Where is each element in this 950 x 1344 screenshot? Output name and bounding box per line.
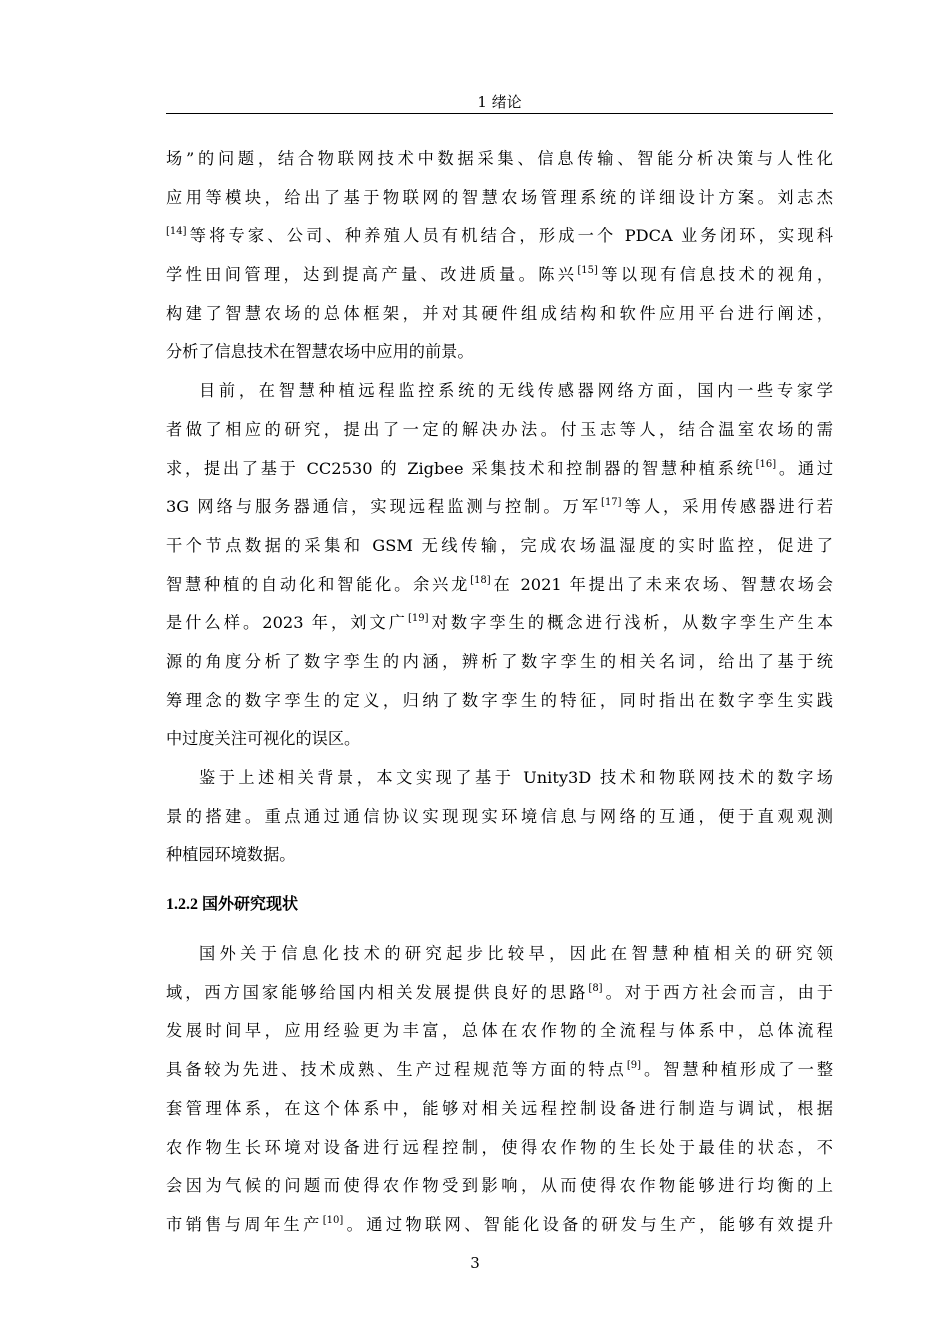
text-segment: 具备较为先进、技术成熟、生产过程规范等方面的特点 <box>166 1060 627 1080</box>
citation-ref: [14] <box>166 226 187 238</box>
text-segment: 。通过 <box>776 458 833 478</box>
citation-ref: [18] <box>470 574 491 586</box>
text-segment: 智慧种植的自动化和智能化。余兴龙 <box>166 574 471 594</box>
body-text <box>166 140 833 1245</box>
text-segment: 市销售与周年生产 <box>166 1214 323 1234</box>
text-line <box>166 720 833 759</box>
text-line <box>166 411 833 450</box>
text-line <box>166 140 833 179</box>
text-segment: 等人，采用传感器进行若 <box>621 497 833 517</box>
text-segment: 景的搭建。重点通过通信协议实现现实环境信息与网络的互通，便于直观观测 <box>166 806 833 826</box>
text-line <box>166 333 833 372</box>
citation-ref: [9] <box>626 1060 641 1072</box>
text-line <box>166 488 833 527</box>
header-rule <box>166 113 833 114</box>
text-line <box>166 604 833 643</box>
text-segment: 应用等模块，给出了基于物联网的智慧农场管理系统的详细设计方案。刘志杰 <box>166 187 833 207</box>
text-segment: 场”的问题，结合物联网技术中数据采集、信息传输、智能分析决策与人性化 <box>166 149 833 168</box>
text-segment: 发展时间早，应用经验更为丰富，总体在农作物的全流程与体系中，总体流程 <box>166 1021 833 1041</box>
text-line <box>166 450 833 489</box>
text-segment: 者做了相应的研究，提出了一定的解决办法。付玉志等人，结合温室农场的需 <box>166 419 833 439</box>
text-line <box>166 1129 833 1168</box>
text-line <box>166 295 833 334</box>
text-segment: 。智慧种植形成了一整 <box>641 1060 833 1080</box>
text-line <box>166 217 833 256</box>
text-segment: 筹理念的数字孪生的定义，归纳了数字孪生的特征，同时指出在数字孪生实践 <box>166 690 833 710</box>
text-line <box>166 372 833 411</box>
text-segment: 种植园环境数据。 <box>166 845 296 865</box>
text-segment: 对数字孪生的概念进行浅析，从数字孪生产生本 <box>428 613 833 633</box>
citation-ref: [10] <box>322 1214 344 1226</box>
text-line <box>166 1090 833 1129</box>
text-line <box>166 1012 833 1051</box>
running-header: 1 绪论 <box>477 93 522 111</box>
text-line <box>166 836 833 875</box>
text-segment: 中过度关注可视化的误区。 <box>166 729 361 749</box>
text-segment: 域，西方国家能够给国内相关发展提供良好的思路 <box>166 982 589 1002</box>
text-segment: 分析了信息技术在智慧农场中应用的前景。 <box>166 342 474 362</box>
text-line <box>166 1051 833 1090</box>
text-line <box>166 682 833 721</box>
text-line <box>166 256 833 295</box>
text-segment: 是什么样。2023 年，刘文广 <box>166 613 409 633</box>
text-line <box>166 566 833 605</box>
text-segment: 。对于西方社会而言，由于 <box>602 982 833 1002</box>
text-segment: 国外关于信息化技术的研究起步比较早，因此在智慧种植相关的研究领 <box>199 944 833 964</box>
text-segment: 套管理体系，在这个体系中，能够对相关远程控制设备进行制造与调试，根据 <box>166 1098 833 1118</box>
citation-ref: [16] <box>755 458 777 470</box>
text-segment: 会因为气候的问题而使得农作物受到影响，从而使得农作物能够进行均衡的上 <box>166 1176 833 1196</box>
text-segment: 构建了智慧农场的总体框架，并对其硬件组成结构和软件应用平台进行阐述， <box>166 303 833 323</box>
text-line <box>166 643 833 682</box>
text-segment: 在 2021 年提出了未来农场、智慧农场会 <box>490 574 833 594</box>
text-segment: 鉴于上述相关背景，本文实现了基于 Unity3D 技术和物联网技术的数字场 <box>199 768 833 787</box>
text-line <box>166 798 833 837</box>
section-heading: 1.2.2 国外研究现状 <box>166 896 299 914</box>
text-line <box>166 935 833 974</box>
text-segment: 等以现有信息技术的视角， <box>597 265 833 285</box>
citation-ref: [15] <box>577 265 598 277</box>
text-segment: 源的角度分析了数字孪生的内涵，辨析了数字孪生的相关名词，给出了基于统 <box>166 651 833 671</box>
text-segment: 等将专家、公司、种养殖人员有机结合，形成一个 PDCA 业务闭环，实现科 <box>186 226 833 246</box>
text-line <box>166 759 833 798</box>
text-segment: 。通过物联网、智能化设备的研发与生产，能够有效提升 <box>343 1214 833 1234</box>
citation-ref: [8] <box>588 982 603 994</box>
text-line <box>166 1206 833 1245</box>
page-number: 3 <box>470 1254 480 1272</box>
text-segment: 3G 网络与服务器通信，实现远程监测与控制。万军 <box>166 497 602 517</box>
text-segment: 干个节点数据的采集和 GSM 无线传输，完成农场温湿度的实时监控，促进了 <box>166 535 833 555</box>
text-segment: 求，提出了基于 CC2530 的 Zigbee 采集技术和控制器的智慧种植系统 <box>166 458 756 478</box>
citation-ref: [17] <box>601 497 622 509</box>
citation-ref: [19] <box>408 613 429 625</box>
text-segment: 农作物生长环境对设备进行远程控制，使得农作物的生长处于最佳的状态，不 <box>166 1137 833 1157</box>
text-segment: 学性田间管理，达到提高产量、改进质量。陈兴 <box>166 265 578 285</box>
text-segment: 目前，在智慧种植远程监控系统的无线传感器网络方面，国内一些专家学 <box>199 381 833 401</box>
text-line <box>166 179 833 218</box>
text-line <box>166 527 833 566</box>
text-line <box>166 974 833 1013</box>
text-line <box>166 1167 833 1206</box>
